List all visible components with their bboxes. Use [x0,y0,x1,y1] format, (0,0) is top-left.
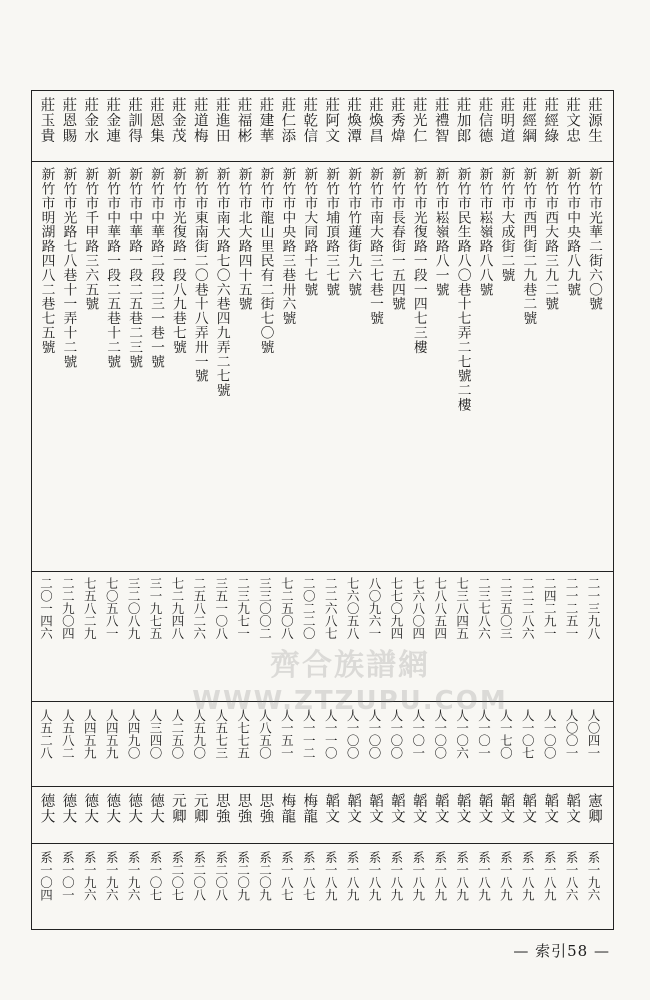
person-cell: 人一〇〇 [388,709,404,759]
name-cell: 莊仁添 [279,97,296,145]
phone-cell: 七七〇九四 [388,577,404,640]
person-cell: 人〇〇一 [564,709,580,759]
phone-cell: 二〇二二〇 [301,577,317,640]
system-cell: 系一八九 [520,851,536,901]
name-cell: 莊秀煒 [388,97,405,145]
address-cell: 新竹市民生路八〇巷十七弄二七號二樓 [454,167,471,412]
name-cell: 莊源生 [586,97,602,145]
system-cell: 系一八六 [564,851,580,901]
person-cell: 人七七五 [235,709,251,759]
address-cell: 新竹市光復路一段八九巷七號 [169,167,186,355]
phone-cell: 二二二八六 [520,577,536,640]
generation-cell: 思強 [235,793,252,825]
name-cell: 莊加郎 [454,97,471,145]
system-cell: 系一八九 [432,851,448,901]
system-cell: 系一〇七 [148,851,163,901]
index-table [31,90,614,930]
system-cell: 系二〇八 [191,851,207,901]
person-cell: 人四五九 [104,709,120,759]
phones-row [40,577,605,695]
system-cell: 系二〇七 [169,851,185,901]
generation-cell: 韜文 [476,793,493,825]
system-cell: 系一〇一 [60,851,76,901]
system-cell: 系一八九 [345,851,361,901]
name-cell: 莊經綠 [542,97,559,145]
generation-cell: 憲卿 [586,793,602,825]
address-cell: 新竹市中央路三巷卅六號 [279,167,296,326]
name-cell: 莊進田 [213,97,230,145]
divider [32,786,613,787]
person-cell: 人五九〇 [191,709,207,759]
name-cell: 莊經綱 [520,97,537,145]
person-cell: 人〇四一 [586,709,601,759]
generation-cell: 韜文 [454,793,471,825]
system-cell: 系一八七 [301,851,317,901]
person-cell: 人一七〇 [498,709,514,759]
generation-cell: 思強 [213,793,230,825]
name-cell: 莊阿文 [323,97,340,145]
generation-cell: 韜文 [388,793,405,825]
name-cell: 莊禮智 [432,97,449,145]
address-cell: 新竹市中華路二段二三一巷一號 [148,167,164,369]
watermark-url: WWW.ZTZUPU.COM [192,686,508,716]
person-cell: 人一一〇 [323,709,339,759]
phone-cell: 三二〇八九 [126,577,142,640]
system-cell: 系一八九 [323,851,339,901]
addresses-row [40,167,605,567]
name-cell: 莊福彬 [235,97,252,145]
name-cell: 莊乾信 [301,97,318,145]
system-cell: 系一八九 [542,851,558,901]
generation-cell: 梅龍 [279,793,296,825]
generation-cell: 德大 [104,793,121,825]
generation-cell: 德大 [82,793,99,825]
generation-cell: 思強 [257,793,274,825]
name-cell: 莊光仁 [410,97,427,145]
system-cell: 系一八九 [410,851,426,901]
address-cell: 新竹市光復路一段一四七三樓 [410,167,427,355]
phone-cell: 七三八四五 [454,577,470,640]
address-cell: 新竹市北大路四十五號 [235,167,252,311]
person-cell: 人五八二 [60,709,76,759]
address-cell: 新竹市南大路七〇六巷四九弄二七號 [213,167,230,398]
generation-cell: 元卿 [169,793,186,825]
phone-cell: 七六〇五八 [345,577,361,640]
name-cell: 莊金水 [82,97,99,145]
address-cell: 新竹市大成街二號 [498,167,515,283]
phone-cell: 三一九七五 [148,577,163,640]
address-cell: 新竹市西大路三九二號 [542,167,559,311]
phone-cell: 七六八〇四 [410,577,426,640]
address-cell: 新竹市中華路一段二五巷二三號 [126,167,143,369]
address-cell: 新竹市中央路八九號 [564,167,581,297]
person-cell: 人一〇〇 [542,709,558,759]
phone-cell: 八〇九六一 [367,577,382,640]
address-cell: 新竹市光華二街六〇號 [586,167,602,311]
name-cell: 莊建華 [257,97,274,145]
address-cell: 新竹市龍山里民有二街七〇號 [257,167,274,355]
generation-cell: 韜文 [367,793,383,825]
address-cell: 新竹市崧嶺路八八號 [476,167,493,297]
divider [32,571,613,572]
phone-cell: 七八八五四 [432,577,448,640]
name-cell: 莊訓得 [126,97,143,145]
phone-cell: 七二九四八 [169,577,185,640]
address-cell: 新竹市大同路十七號 [301,167,318,297]
generation-cell: 韜文 [542,793,559,825]
generation-cell: 德大 [126,793,143,825]
person-cell: 人二五〇 [169,709,185,759]
name-cell: 莊金連 [104,97,121,145]
generation-cell: 德大 [38,793,55,825]
system-cell: 系二〇八 [213,851,229,901]
watermark-text: 齊合族譜網 [270,648,430,683]
page-number: — 索引58 — [513,942,610,960]
generation-cell: 德大 [60,793,77,825]
person-cell: 人三四〇 [148,709,163,759]
system-cell: 系一九六 [82,851,98,901]
person-cell: 人五二八 [38,709,54,759]
person-cell: 人四九〇 [126,709,142,759]
person-cell: 人一〇七 [520,709,536,759]
address-cell: 新竹市南大路三七巷一號 [367,167,383,326]
phone-cell: 二一三九八 [586,577,601,640]
person-cell: 人一一二 [301,709,317,759]
phone-cell: 二二六八七 [323,577,339,640]
divider [32,701,613,702]
phone-cell: 二〇一四六 [38,577,54,640]
phone-cell: 二三七八六 [476,577,492,640]
generation-cell: 元卿 [191,793,208,825]
person-cell: 人一〇一 [410,709,426,759]
name-cell: 莊金茂 [169,97,186,145]
system-cell: 系一八九 [476,851,492,901]
name-cell: 莊道梅 [191,97,208,145]
address-cell: 新竹市西門街二九巷二號 [520,167,537,326]
name-cell: 莊玉貴 [38,97,55,145]
persons-row [40,709,605,795]
phone-cell: 二三九七一 [235,577,251,640]
address-cell: 新竹市千甲路三六五號 [82,167,99,311]
generations-row [40,793,605,843]
name-cell: 莊文忠 [564,97,581,145]
phone-cell: 三五一〇八 [213,577,229,640]
phone-cell: 三三〇〇二 [257,577,273,640]
address-cell: 新竹市明湖路四八二巷七五號 [38,167,55,355]
divider [32,843,613,844]
generation-cell: 梅龍 [301,793,318,825]
name-cell: 莊信德 [476,97,493,145]
generation-cell: 韜文 [323,793,340,825]
name-cell: 莊煥昌 [367,97,383,145]
generation-cell: 韜文 [498,793,515,825]
phone-cell: 二五八二六 [191,577,207,640]
system-cell: 系一八九 [498,851,514,901]
system-cell: 系一九六 [126,851,142,901]
address-cell: 新竹市光路七八巷十一弄十二號 [60,167,77,369]
phone-cell: 二二九〇四 [60,577,76,640]
phone-cell: 二三五〇三 [498,577,514,640]
system-cell: 系一〇四 [38,851,54,901]
address-cell: 新竹市東南街二〇巷十八弄卅一號 [191,167,208,383]
phone-cell: 七五八二九 [82,577,98,640]
generation-cell: 德大 [148,793,164,825]
names-row [40,97,605,155]
system-cell: 系一九六 [586,851,601,901]
generation-cell: 韜文 [345,793,362,825]
phone-cell: 七二五〇八 [279,577,295,640]
system-cell: 系二〇九 [257,851,273,901]
system-cell: 系一八九 [388,851,404,901]
person-cell: 人五七三 [213,709,229,759]
system-cell: 系一八七 [279,851,295,901]
generation-cell: 韜文 [520,793,537,825]
address-cell: 新竹市長春街一五四號 [388,167,405,311]
name-cell: 莊煥潭 [345,97,362,145]
address-cell: 新竹市崧嶺路八一號 [432,167,449,297]
name-cell: 莊明道 [498,97,515,145]
name-cell: 莊恩賜 [60,97,77,145]
system-cell: 系一九六 [104,851,120,901]
generation-cell: 韜文 [432,793,449,825]
person-cell: 人八五〇 [257,709,273,759]
person-cell: 人一五一 [279,709,295,759]
address-cell: 新竹市埔頂路三七號 [323,167,340,297]
generation-cell: 韜文 [564,793,581,825]
person-cell: 人一〇〇 [345,709,361,759]
system-cell: 系一八九 [367,851,382,901]
person-cell: 人一〇〇 [367,709,382,759]
name-cell: 莊恩集 [148,97,164,145]
person-cell: 人一〇一 [476,709,492,759]
phone-cell: 二一二五一 [564,577,580,640]
address-cell: 新竹市竹蓮街九六號 [345,167,362,297]
system-cell: 系二〇九 [235,851,251,901]
person-cell: 人一〇六 [454,709,470,759]
phone-cell: 二四二九一 [542,577,558,640]
person-cell: 人四五九 [82,709,98,759]
generation-cell: 韜文 [410,793,427,825]
divider [32,161,613,162]
address-cell: 新竹市中華路一段二五巷十二號 [104,167,121,369]
systems-row [40,851,605,921]
person-cell: 人一〇〇 [432,709,448,759]
phone-cell: 七〇五八一 [104,577,120,640]
system-cell: 系一八九 [454,851,470,901]
page-label: 索引58 [535,942,589,960]
